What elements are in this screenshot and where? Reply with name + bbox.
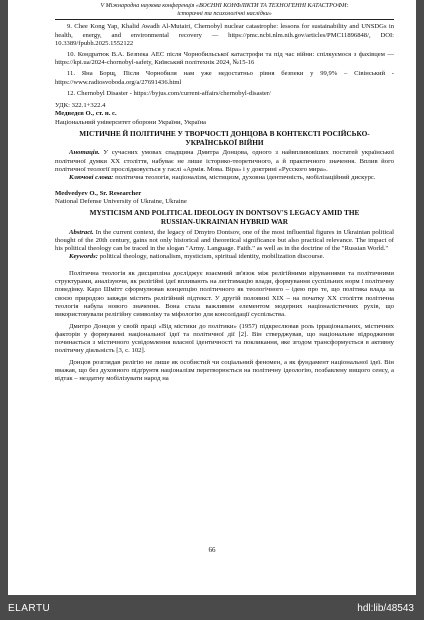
- body-paragraph: Донцов розглядав релігію не лише як особистий чи соціальний феномен, а як фундамент національної ідеї. Він вважав, що без духовного підґрунтя націоналізм перетворюється на політичну ідеологію, позбавлену вищого сенсу, а відтак – нездатну мобілізувати народ на: [55, 358, 394, 383]
- body-paragraph: Політична теологія як дисципліна досліджує взаємний зв'язок між релігійними віруваннями та політичними структурами, аналізуючи, як релігійні ідеї впливають на легітимацію влади, формування суспільних норм і політичну поведінку. Карл Шмітт сформулював концепцію політичного як теологічного – ідею про те, що політика влада за своєю природою завжди містить релігійний підтекст. У другій половині XIX – на початку XX століття політична теологія набула нового значення. Вона стала важливим елементом модерних націоналістичних рухів, що використовували релігійну символіку та міфологію для консолідації суспільства.: [55, 269, 394, 319]
- ukr-abstract-label: Анотація.: [69, 149, 100, 157]
- eng-keywords-text: political theology, nationalism, mysticism, spiritual identity, mobilization discourse.: [97, 253, 325, 261]
- ukr-meta: [55, 102, 394, 127]
- reference-item: 11. Яна Борщ, Після Чорнобиля нам уже недостатньо рівня безпеки у 99,9% – Сівінський - https://www.radiosvoboda.org/a/27691436.html: [55, 70, 394, 86]
- eng-abstract: [55, 229, 394, 254]
- eng-abstract-label: Abstract.: [69, 228, 94, 236]
- running-header-line2: історичні та психологічні наслідки»: [177, 10, 272, 17]
- body-paragraph: Дмитро Донцов у своїй праці «Від містики до політики» (1957) підкреслював роль ірраціональних, містичних факторів у формуванні національної ідеї та політичної дії [2]. Він стверджував, що національне відродження починається з містичного усвідомлення власної ідентичності та покликання, яке згодом трансформується в активну політичну діяльність [3, с. 102].: [55, 322, 394, 355]
- ukr-keywords-label: Ключові слова:: [69, 174, 114, 182]
- ukr-author: Медведєв О., ст. н. с.: [55, 110, 117, 118]
- ukr-title: [55, 130, 394, 147]
- eng-abstract-text: In the current context, the legacy of Dmytro Dontsov, one of the most influential figures in Ukrainian political thought of the 20th century, gains not only historical and theoretical significance but also practical relevance. The impact of his political theology can be traced in the slogan "Army. Language. Faith." as well as in the doctrine of the "Russian World.": [55, 228, 394, 253]
- reference-item: 10. Кондратюк В.А. Безпека АЕС після Чорнобильської катастрофи та під час війни: спілкуємося з фахівцем — https://kpi.ua/2024-chornobyl-safety, Київський політехнік 2024, №15-16: [55, 50, 394, 67]
- eng-title-line2: RUSSIAN-UKRAINIAN HYBRID WAR: [160, 216, 289, 226]
- eng-keywords-label: Keywords:: [69, 253, 98, 261]
- udc-code: УДК: 322.1+322.4: [55, 101, 106, 109]
- eng-author: Medvedyev O., Sr. Researcher: [55, 189, 142, 197]
- handle-label: hdl:lib/48543: [357, 603, 414, 614]
- eng-title-line1: MYSTICISM AND POLITICAL IDEOLOGY IN DONTSOV'S LEGACY AMID THE: [89, 208, 360, 218]
- reference-item: 12. Chernobyl Disaster - https://byjus.com/current-affairs/chernobyl-disaster/: [67, 89, 271, 97]
- eng-affiliation: National Defense University of Ukraine, Ukraine: [55, 197, 187, 205]
- body-text: [55, 270, 394, 384]
- ukr-title-line1: МІСТИЧНЕ Й ПОЛІТИЧНЕ У ТВОРЧОСТІ ДОНЦОВА В КОНТЕКСТІ РОСІЙСЬКО-: [79, 129, 370, 139]
- page-number: 66: [208, 546, 216, 554]
- header-divider: [55, 19, 394, 20]
- ukr-title-line2: УКРАЇНСЬКОЇ ВІЙНИ: [185, 137, 264, 147]
- repository-label: ELARTU: [8, 603, 51, 614]
- page-content: [55, 0, 394, 387]
- ukr-keywords-text: політична теологія, націоналізм, містицизм, духовна ідентичність, мобілізаційний дискурс.: [113, 174, 376, 182]
- reference-item: 9. Chee Kong Yap, Khalid Awadh Al-Mutairi, Chernobyl nuclear catastrophe: lessons for sustainability and UNSDGs in health, energy, and environmental recovery — https://pmc.ncbi.nlm.nih.gov/articles/PMC11896848/, DOI: 10.3389/fpubh.2025.1552122: [55, 23, 394, 47]
- reference-list: [55, 23, 394, 98]
- running-header-line1: V Міжнародна наукова конференція «ВОЄННІ КОНФЛІКТИ ТА ТЕХНОГЕННІ КАТАСТРОФИ:: [100, 3, 349, 9]
- running-header: [55, 3, 394, 18]
- ukr-keywords: [55, 174, 394, 182]
- eng-title: [55, 209, 394, 226]
- eng-keywords: [55, 253, 394, 261]
- ukr-abstract-text: У сучасних умовах спадщина Дмитра Донцова, одного з найвпливовіших постатей української політичної думки XX століття, набуває не лише історико-теоретичного, а й практичного значення. Вплив його політичної теології прослідковується у гаслі «Армія. Мова. Віра» і у доктрині «Русского мира».: [55, 149, 394, 173]
- ukr-abstract: [55, 149, 394, 174]
- eng-meta: [55, 190, 394, 207]
- ukr-affiliation: Національний університет оборони України, Україна: [55, 118, 207, 126]
- document-page: [8, 0, 416, 595]
